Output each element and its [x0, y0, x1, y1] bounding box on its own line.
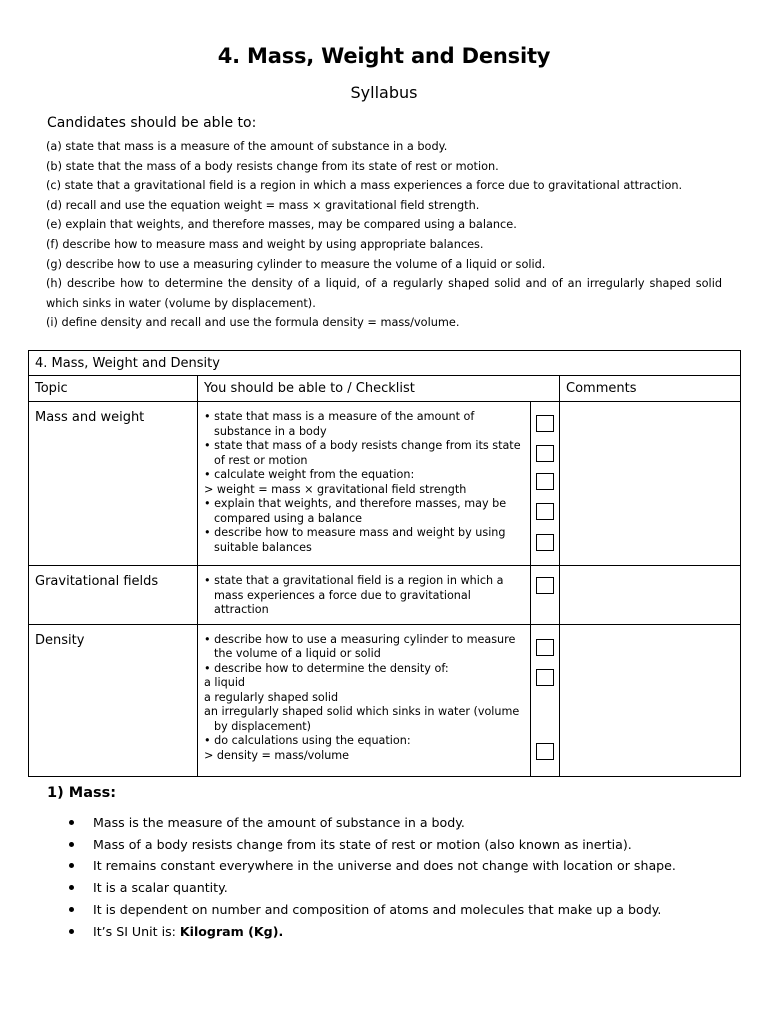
list-item	[69, 812, 729, 834]
checkbox[interactable]	[536, 473, 554, 490]
topic-cell: Mass and weight	[29, 402, 198, 566]
si-unit-prefix: It’s SI Unit is:	[93, 923, 180, 939]
checklist-items	[198, 566, 531, 625]
bullet-icon	[69, 820, 74, 825]
bullet-text: Mass of a body resists change from its state of rest or motion (also known as inertia).	[93, 836, 632, 852]
bullet-icon	[69, 929, 74, 934]
column-header-comments: Comments	[560, 376, 741, 402]
checkbox-column	[531, 624, 560, 776]
checklist-heading: 4. Mass, Weight and Density	[29, 351, 741, 376]
si-unit-suffix: .	[278, 923, 284, 939]
checkbox-column	[531, 402, 560, 566]
topic-cell: Density	[29, 624, 198, 776]
checklist-item: • describe how to determine the density of:	[204, 661, 449, 675]
topic-cell: Gravitational fields	[29, 566, 198, 625]
mass-bullet-list	[69, 812, 729, 942]
checklist-items	[198, 402, 531, 566]
table-row	[29, 402, 741, 566]
objective-item: (b) state that the mass of a body resists change from its state of rest or motion.	[46, 159, 499, 173]
objective-item: (g) describe how to use a measuring cylinder to measure the volume of a liquid or solid.	[46, 257, 546, 271]
list-item	[69, 899, 729, 921]
page-title: 4. Mass, Weight and Density	[217, 44, 551, 68]
bullet-text: It remains constant everywhere in the universe and does not change with location or shape.	[93, 858, 676, 874]
list-item	[69, 877, 729, 899]
bullet-icon	[69, 842, 74, 847]
checklist-sub-item: a regularly shaped solid	[204, 690, 339, 704]
objective-item: (a) state that mass is a measure of the amount of substance in a body.	[46, 140, 448, 153]
checkbox[interactable]	[536, 669, 554, 686]
list-item	[69, 855, 729, 877]
objectives-list	[46, 137, 722, 333]
intro-text: Candidates should be able to:	[47, 115, 257, 131]
checkbox[interactable]	[536, 503, 554, 520]
objective-item: (e) explain that weights, and therefore masses, may be compared using a balance.	[46, 218, 517, 232]
bullet-text: It is dependent on number and composition of atoms and molecules that make up a body.	[93, 901, 662, 917]
section-heading: 1) Mass:	[47, 785, 117, 801]
checklist-item: • do calculations using the equation:	[204, 734, 411, 747]
list-item	[69, 921, 729, 943]
objective-item: (c) state that a gravitational field is a region in which a mass experiences a force due to gravitational attraction.	[46, 179, 683, 193]
column-header-topic: Topic	[29, 376, 198, 402]
page-subtitle: Syllabus	[350, 83, 418, 102]
bullet-text: It is a scalar quantity.	[93, 880, 228, 896]
checkbox[interactable]	[536, 639, 554, 656]
table-row	[29, 566, 741, 625]
checkbox[interactable]	[536, 534, 554, 551]
bullet-icon	[69, 885, 74, 890]
objective-item: (h) describe how to determine the density of a liquid, of a regularly shaped solid and of an irregularly shaped solid which sinks in water (volume by displacement).	[46, 277, 722, 310]
objective-item: (d) recall and use the equation weight = mass × gravitational field strength.	[46, 198, 480, 212]
checklist-item: • state that mass of a body resists change from its state of rest or motion	[204, 439, 521, 467]
checklist-sub-item: > density = mass/volume	[204, 748, 350, 762]
checklist-item: • state that mass is a measure of the amount of substance in a body	[204, 410, 475, 438]
checkbox-column	[531, 566, 560, 625]
objective-item: (f) describe how to measure mass and weight by using appropriate balances.	[46, 237, 484, 251]
checklist-item: • describe how to use a measuring cylinder to measure the volume of a liquid or solid	[204, 632, 516, 660]
comments-cell[interactable]	[560, 624, 741, 776]
bullet-icon	[69, 907, 74, 912]
checkbox[interactable]	[536, 445, 554, 462]
si-unit-value: Kilogram (Kg)	[179, 923, 279, 939]
comments-cell[interactable]	[560, 566, 741, 625]
checklist-item: • describe how to measure mass and weight by using suitable balances	[204, 526, 506, 554]
checkbox[interactable]	[536, 415, 554, 432]
objective-item: (i) define density and recall and use the formula density = mass/volume.	[46, 316, 460, 330]
column-header-checklist: You should be able to / Checklist	[198, 376, 560, 402]
checklist-item: • state that a gravitational field is a region in which a mass experiences a force due to gravitational attraction	[204, 574, 504, 616]
checklist-sub-item: an irregularly shaped solid which sinks in water (volume by displacement)	[204, 705, 520, 733]
bullet-text: Mass is the measure of the amount of substance in a body.	[93, 815, 465, 830]
checklist-items	[198, 624, 531, 776]
checklist-sub-item: > weight = mass × gravitational field strength	[204, 482, 467, 496]
checklist-table	[28, 350, 741, 777]
checklist-item: • explain that weights, and therefore masses, may be compared using a balance	[204, 497, 507, 525]
comments-cell[interactable]	[560, 402, 741, 566]
bullet-icon	[69, 863, 74, 868]
checkbox[interactable]	[536, 743, 554, 760]
list-item	[69, 834, 729, 856]
checklist-sub-item: a liquid	[204, 676, 246, 689]
checklist-item: • calculate weight from the equation:	[204, 468, 415, 481]
checkbox[interactable]	[536, 577, 554, 594]
table-row	[29, 624, 741, 776]
